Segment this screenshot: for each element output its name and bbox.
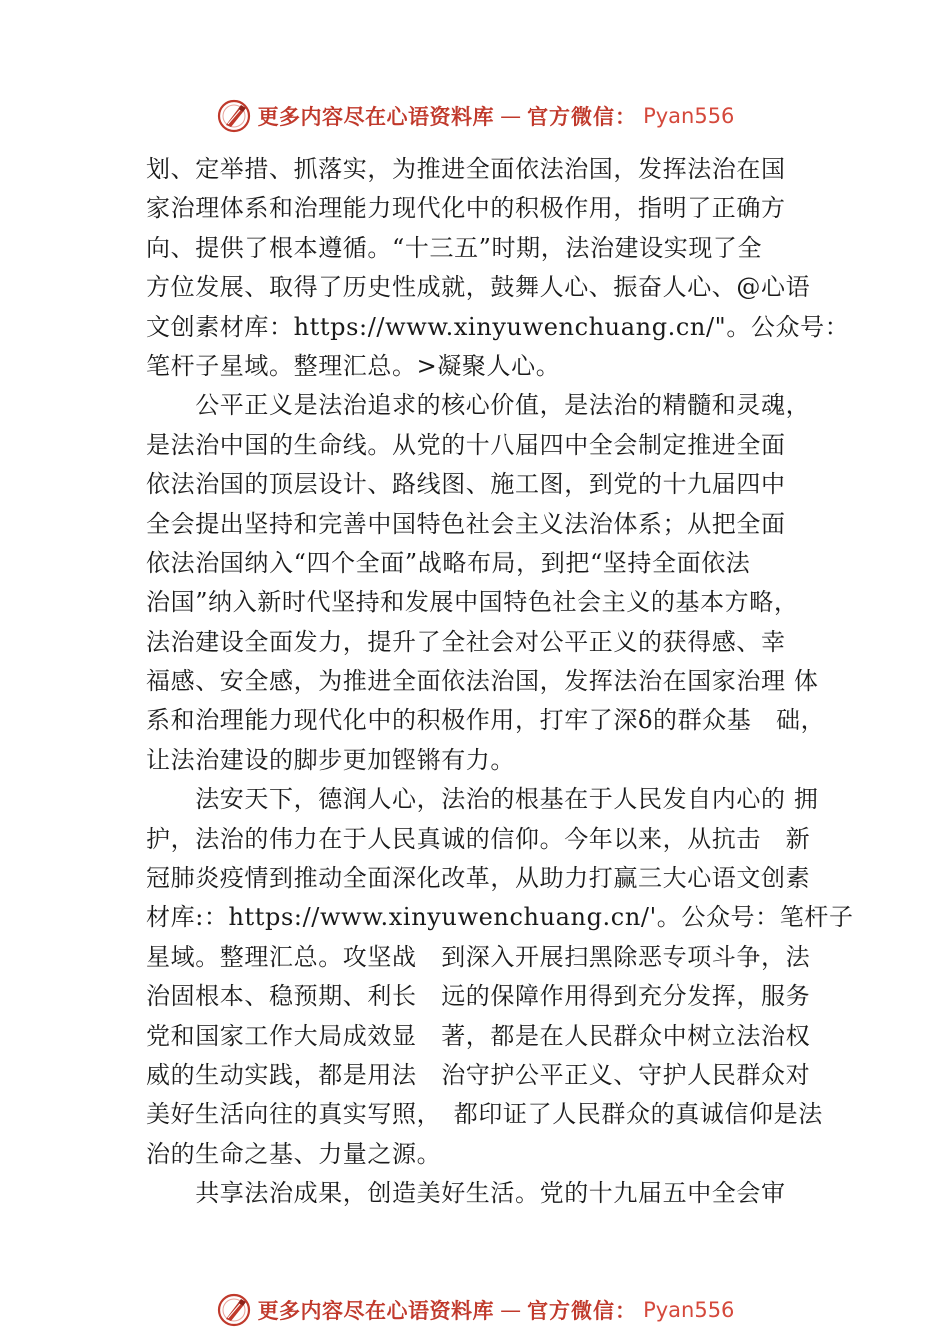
body-line: 家治理体系和治理能力现代化中的积极作用，指明了正确方	[146, 194, 786, 223]
banner-wechat-id: Pyan556	[643, 1298, 735, 1322]
pen-nib-logo-icon	[216, 98, 252, 134]
body-line: 材库:：https://www.xinyuwenchuang.cn/'。公众号：笔杆子	[146, 903, 854, 932]
body-line: 法安天下，德润人心，法治的根基在于人民发自内心的 拥	[146, 785, 819, 814]
banner-slogan: 更多内容尽在心语资料库	[257, 104, 495, 129]
body-line: 福感、安全感，为推进全面依法治国，发挥法治在国家治理 体	[146, 667, 819, 696]
body-line: 威的生动实践，都是用法 治守护公平正义、守护人民群众对	[146, 1060, 811, 1089]
body-line: 向、提供了根本遵循。“十三五”时期，法治建设实现了全	[146, 233, 763, 262]
banner-wechat-id: Pyan556	[643, 104, 735, 128]
body-line: 治国”纳入新时代坚持和发展中国特色社会主义的基本方略，	[146, 588, 799, 617]
body-line: 星域。整理汇总。攻坚战 到深入开展扫黑除恶专项斗争，法	[146, 942, 811, 971]
body-line: 划、定举措、抓落实，为推进全面依法治国，发挥法治在国	[146, 155, 786, 183]
banner-separator: —	[500, 1298, 522, 1322]
body-line: 依法治国纳入“四个全面”战略布局，到把“坚持全面依法	[146, 548, 751, 577]
body-line: 文创素材库：https://www.xinyuwenchuang.cn/"。公众号：	[146, 312, 850, 341]
body-line: 系和治理能力现代化中的积极作用，打牢了深δ的群众基 础，	[146, 706, 826, 735]
body-line: 是法治中国的生命线。从党的十八届四中全会制定推进全面	[146, 430, 786, 459]
body-line: 治的生命之基、力量之源。	[146, 1139, 442, 1168]
header-banner	[0, 94, 950, 138]
banner-wechat-label: 官方微信：	[527, 104, 638, 129]
body-line: 让法治建设的脚步更加铿锵有力。	[146, 745, 515, 774]
body-line: 笔杆子星域。整理汇总。>凝聚人心。	[146, 351, 561, 380]
banner-wechat-label: 官方微信：	[527, 1298, 638, 1323]
body-line: 方位发展、取得了历史性成就，鼓舞人心、振奋人心、@心语	[146, 273, 811, 302]
document-body	[146, 150, 854, 1214]
footer-banner	[0, 1288, 950, 1332]
body-line: 治固根本、稳预期、利长 远的保障作用得到充分发挥，服务	[146, 982, 811, 1011]
body-line: 公平正义是法治追求的核心价值，是法治的精髓和灵魂，	[146, 391, 811, 420]
body-line: 全会提出坚持和完善中国特色社会主义法治体系；从把全面	[146, 509, 786, 538]
body-line: 共享法治成果，创造美好生活。党的十九届五中全会审	[146, 1179, 786, 1208]
banner-slogan: 更多内容尽在心语资料库	[257, 1298, 495, 1323]
pen-nib-logo-icon	[216, 1292, 252, 1328]
body-line: 护，法治的伟力在于人民真诚的信仰。今年以来，从抗击 新	[146, 824, 811, 853]
body-line: 美好生活向往的真实写照， 都印证了人民群众的真诚信仰是法	[146, 1100, 823, 1129]
body-line: 冠肺炎疫情到推动全面深化改革，从助力打赢三大心语文创素	[146, 864, 811, 893]
banner-separator: —	[500, 104, 522, 128]
body-line: 依法治国的顶层设计、路线图、施工图，到党的十九届四中	[146, 470, 786, 499]
body-line: 党和国家工作大局成效显 著，都是在人民群众中树立法治权	[146, 1021, 811, 1050]
body-line: 法治建设全面发力，提升了全社会对公平正义的获得感、幸	[146, 627, 786, 656]
